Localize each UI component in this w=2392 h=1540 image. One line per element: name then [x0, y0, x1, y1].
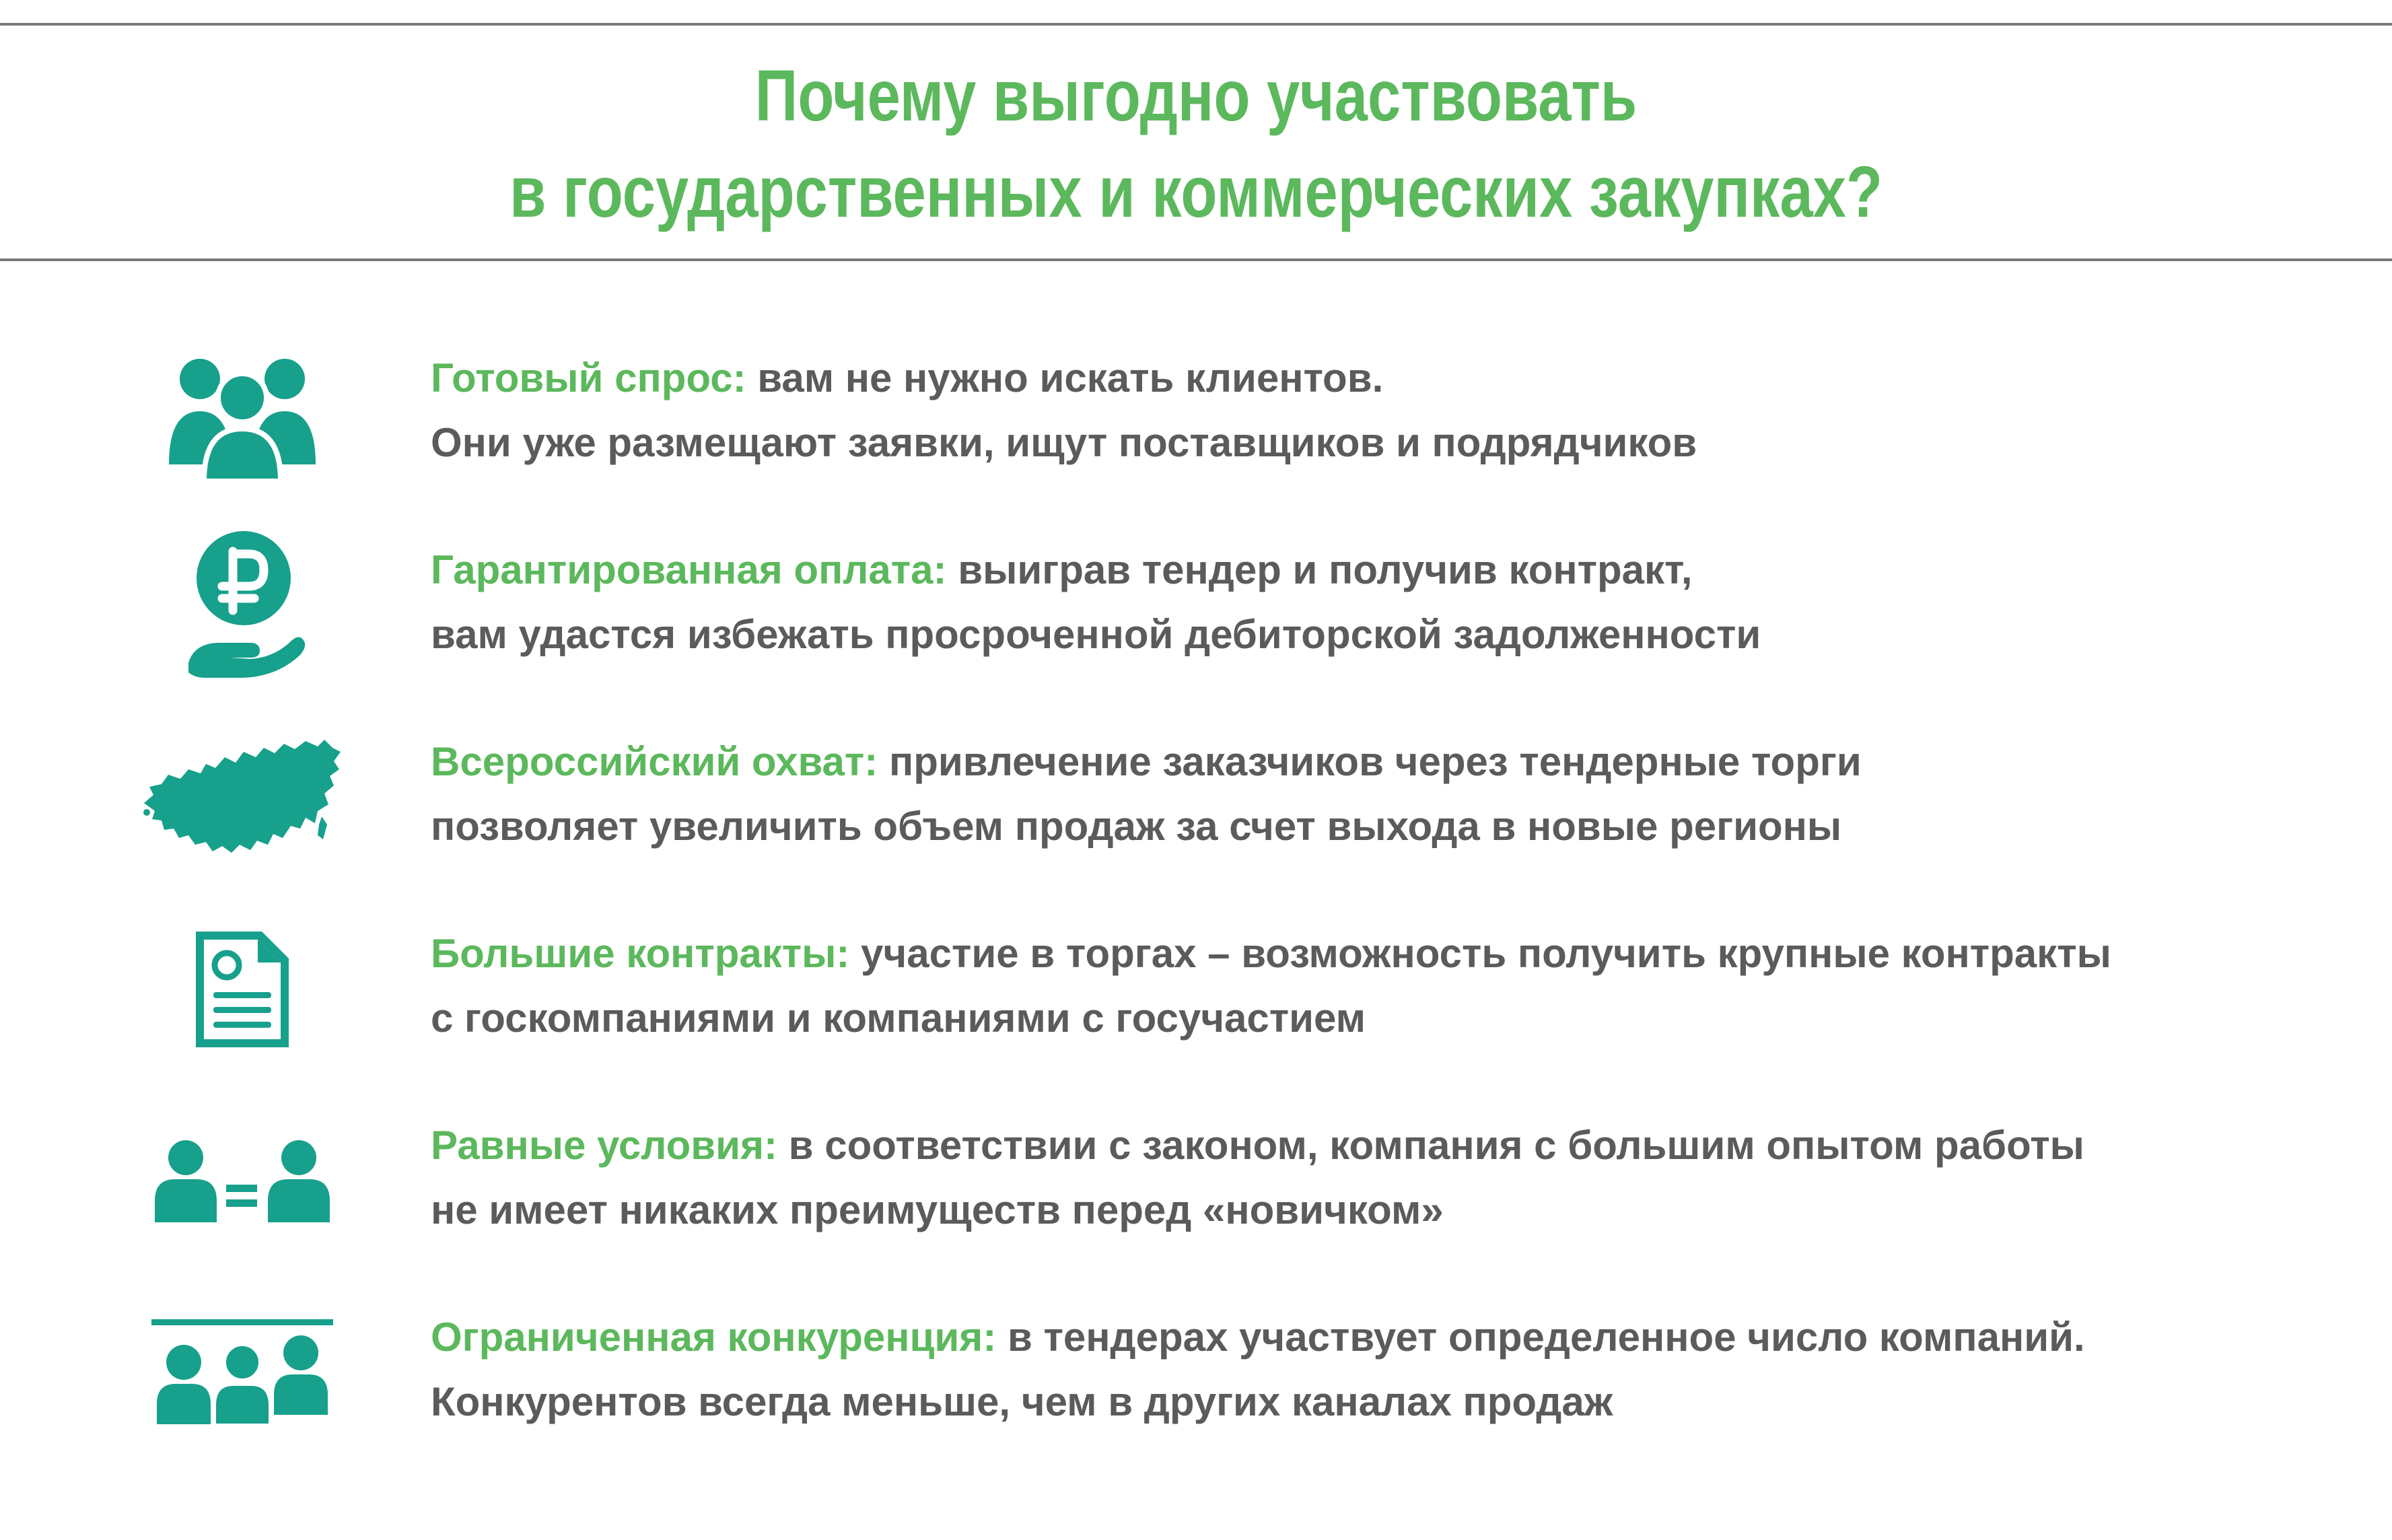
benefit-text: [431, 538, 2369, 667]
benefit-text: [431, 921, 2369, 1051]
benefit-limited-competition: [0, 1296, 2392, 1450]
benefit-equal-conditions: [0, 1104, 2392, 1259]
benefit-lead: Гарантированная оплата:: [431, 547, 947, 592]
benefit-lead: Равные условия:: [431, 1123, 777, 1168]
benefit-line-1: участие в торгах – возможность получить крупные контракты: [849, 931, 2111, 976]
benefit-line-1: в соответствии с законом, компания с большим опытом работы: [777, 1123, 2084, 1168]
benefit-text: [431, 730, 2369, 859]
top-divider: [0, 23, 2392, 26]
contract-document-icon: [141, 912, 343, 1067]
benefit-line-2: Конкурентов всегда меньше, чем в других каналах продаж: [431, 1379, 1613, 1424]
ruble-coin-hand-icon: [141, 528, 343, 683]
benefit-line-1: привлечение заказчиков через тендерные торги: [878, 739, 1862, 784]
benefit-text: [431, 346, 2369, 475]
benefit-ready-demand: [0, 337, 2392, 491]
benefit-guaranteed-payment: [0, 528, 2392, 683]
benefit-text: [431, 1113, 2369, 1242]
benefit-line-2: позволяет увеличить объем продаж за счет выхода в новые регионы: [431, 804, 1842, 849]
people-group-icon: [141, 337, 343, 491]
benefit-text: [431, 1305, 2369, 1434]
title-divider: [0, 258, 2392, 261]
benefit-line-2: не имеет никаких преимуществ перед «новичком»: [431, 1187, 1444, 1232]
title-line-1: Почему выгодно участвовать: [754, 55, 1638, 136]
benefit-line-2: вам удастся избежать просроченной дебиторской задолженности: [431, 612, 1761, 657]
benefit-line-2: с госкомпаниями и компаниями с госучастием: [431, 995, 1366, 1041]
benefit-large-contracts: [0, 912, 2392, 1067]
benefit-line-2: Они уже размещают заявки, ищут поставщиков и подрядчиков: [431, 420, 1697, 465]
benefit-lead: Готовый спрос:: [431, 355, 746, 400]
benefit-line-1: выиграв тендер и получив контракт,: [946, 547, 1693, 592]
page-title: [215, 47, 2177, 240]
equal-persons-icon: [141, 1104, 343, 1259]
benefit-lead: Большие контракты:: [431, 931, 850, 976]
benefit-lead: Ограниченная конкуренция:: [431, 1315, 997, 1360]
benefit-nationwide-coverage: [0, 720, 2392, 875]
title-line-2: в государственных и коммерческих закупках?: [509, 151, 1883, 232]
limited-competitors-icon: [141, 1296, 343, 1450]
russia-map-icon: [141, 720, 343, 875]
benefit-lead: Всероссийский охват:: [431, 739, 878, 784]
benefit-line-1: в тендерах участвует определенное число компаний.: [996, 1315, 2085, 1360]
benefit-line-1: вам не нужно искать клиентов.: [746, 355, 1384, 400]
